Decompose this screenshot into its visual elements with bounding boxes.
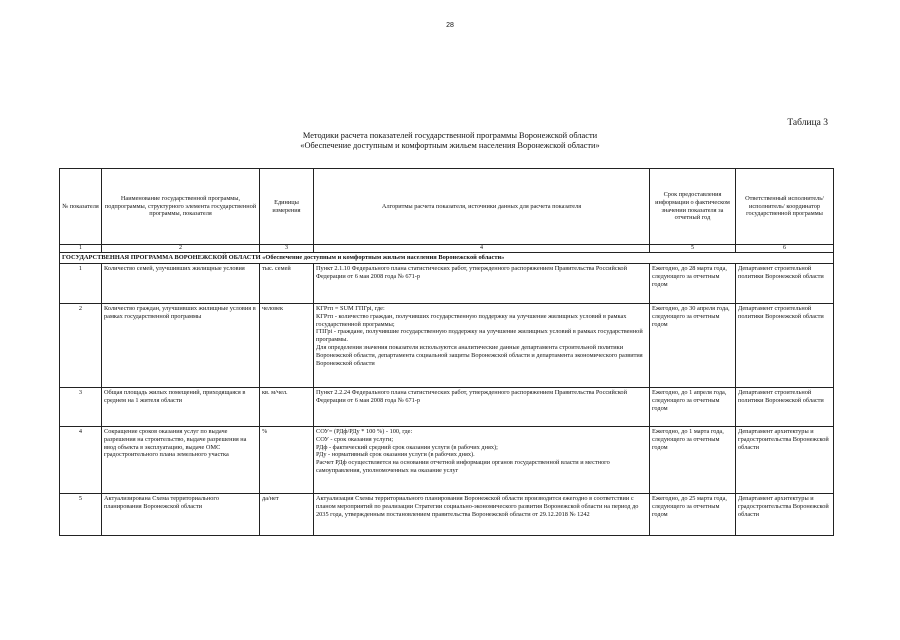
row-algorithm xyxy=(314,388,650,427)
row-name: Актуализирована Схема территориального планирования Воронежской области xyxy=(102,494,260,536)
header-responsible: Ответственный исполнитель/исполнитель/ координатор государственной программы xyxy=(736,169,834,245)
row-responsible: Департамент строительной политики Воронежской области xyxy=(736,264,834,304)
program-title: ГОСУДАРСТВЕННАЯ ПРОГРАММА ВОРОНЕЖСКОЙ ОБЛАСТИ «Обеспечение доступным и комфортным жильем населения Воронежской области» xyxy=(60,253,834,264)
page-number: 28 xyxy=(446,22,454,29)
row-name: Общая площадь жилых помещений, приходящаяся в среднем на 1 жителя области xyxy=(102,388,260,427)
column-number: 3 xyxy=(260,245,314,253)
table-row xyxy=(60,427,834,494)
program-row xyxy=(60,253,834,264)
algorithm-line: СОУ - срок оказания услуги; xyxy=(316,435,394,443)
row-name: Количество семей, улучшивших жилищные условия xyxy=(102,264,260,304)
row-units: человек xyxy=(260,304,314,388)
algorithm-line: ГПГрi - граждане, получившие государственную поддержку на улучшение жилищных условий в рамках государственной программы. xyxy=(316,328,643,344)
table-row xyxy=(60,264,834,304)
header-name: Наименование государственной программы, подпрограммы, структурного элемента государственной программы, показателя xyxy=(102,169,260,245)
row-num: 3 xyxy=(60,388,102,427)
row-deadline: Ежегодно, до 25 марта года, следующего за отчетным годом xyxy=(650,494,736,536)
row-deadline: Ежегодно, до 30 апреля года, следующего за отчетным годом xyxy=(650,304,736,388)
algorithm-line: РДу - нормативный срок оказания услуги (в рабочих днях). xyxy=(316,451,475,459)
table-label: Таблица 3 xyxy=(787,118,828,128)
column-number: 6 xyxy=(736,245,834,253)
algorithm-line: СОУ= (РДф/РДу * 100 %) - 100, где: xyxy=(316,428,413,435)
algorithm-line: Пункт 2.2.24 Федерального плана статистических работ, утвержденного распоряжением Правительства Российской Федерации от 6 мая 2008 года № 671-р xyxy=(316,389,627,404)
row-deadline: Ежегодно, до 1 марта года, следующего за отчетным годом xyxy=(650,427,736,494)
column-number: 1 xyxy=(60,245,102,253)
row-algorithm xyxy=(314,494,650,536)
algorithm-line: Для определения значения показателя используются аналитические данные департамента строительной политики Воронежской области, департамента социальной защиты Воронежской области и департамента экономического развития Воронежской области xyxy=(316,343,643,367)
methods-table xyxy=(59,168,834,536)
title-line-1: Методики расчета показателей государственной программы Воронежской области xyxy=(302,131,598,140)
row-num: 4 xyxy=(60,427,102,494)
document-title xyxy=(0,131,900,151)
algorithm-line: КГРгп = SUM ГПГрi, где: xyxy=(316,305,385,312)
header-row xyxy=(60,169,834,245)
algorithm-line: Пункт 2.1.10 Федерального плана статистических работ, утвержденного распоряжением Правительства Российской Федерации от 6 мая 2008 года № 671-р xyxy=(316,265,627,280)
title-line-2: «Обеспечение доступным и комфортным жильем населения Воронежской области» xyxy=(300,141,600,150)
algorithm-line: Актуализация Схемы территориального планирования Воронежской области производится ежегодно в соответствии с планом мероприятий по реализации Стратегии социально-экономического развития Воронежской области на период до 2035 года, утвержденным постановлением правительства Воронежской области от 29.12.2018 № 1242 xyxy=(316,495,639,518)
row-units: да/нет xyxy=(260,494,314,536)
algorithm-line: КГРгп - количество граждан, получивших государственную поддержку на улучшение жилищных условий в рамках государственной программы; xyxy=(316,312,627,328)
table-row xyxy=(60,494,834,536)
row-algorithm xyxy=(314,304,650,388)
header-deadline: Срок предоставления информации о фактическом значении показателя за отчетный год xyxy=(650,169,736,245)
row-num: 2 xyxy=(60,304,102,388)
header-num: № показателя xyxy=(60,169,102,245)
row-units: тыс. семей xyxy=(260,264,314,304)
row-responsible: Департамент строительной политики Воронежской области xyxy=(736,304,834,388)
row-responsible: Департамент строительной политики Воронежской области xyxy=(736,388,834,427)
row-algorithm xyxy=(314,427,650,494)
row-num: 1 xyxy=(60,264,102,304)
row-units: кв. м/чел. xyxy=(260,388,314,427)
table-row xyxy=(60,388,834,427)
column-numbers-row xyxy=(60,245,834,253)
row-algorithm xyxy=(314,264,650,304)
table-row xyxy=(60,304,834,388)
column-number: 5 xyxy=(650,245,736,253)
row-units: % xyxy=(260,427,314,494)
header-units: Единицы измерения xyxy=(260,169,314,245)
row-name: Сокращение сроков оказания услуг по выдаче разрешения на строительство, выдаче разрешения на ввод объекта в эксплуатацию, выдаче ОМС градостроительного плана земельного участка xyxy=(102,427,260,494)
row-name: Количество граждан, улучшивших жилищные условия в рамках государственной программы xyxy=(102,304,260,388)
column-number: 2 xyxy=(102,245,260,253)
row-deadline: Ежегодно, до 28 марта года, следующего за отчетным годом xyxy=(650,264,736,304)
row-responsible: Департамент архитектуры и градостроительства Воронежской области xyxy=(736,427,834,494)
row-responsible: Департамент архитектуры и градостроительства Воронежской области xyxy=(736,494,834,536)
header-algorithm: Алгоритмы расчета показателя, источники данных для расчета показателя xyxy=(314,169,650,245)
row-deadline: Ежегодно, до 1 апреля года, следующего за отчетным годом xyxy=(650,388,736,427)
row-num: 5 xyxy=(60,494,102,536)
column-number: 4 xyxy=(314,245,650,253)
algorithm-line: Расчет РДф осуществляется на основании отчетной информации органов государственной власти и местного самоуправления, уполномоченных на оказание услуг xyxy=(316,459,610,474)
algorithm-line: РДф - фактический средний срок оказания услуги (в рабочих днях); xyxy=(316,443,498,451)
